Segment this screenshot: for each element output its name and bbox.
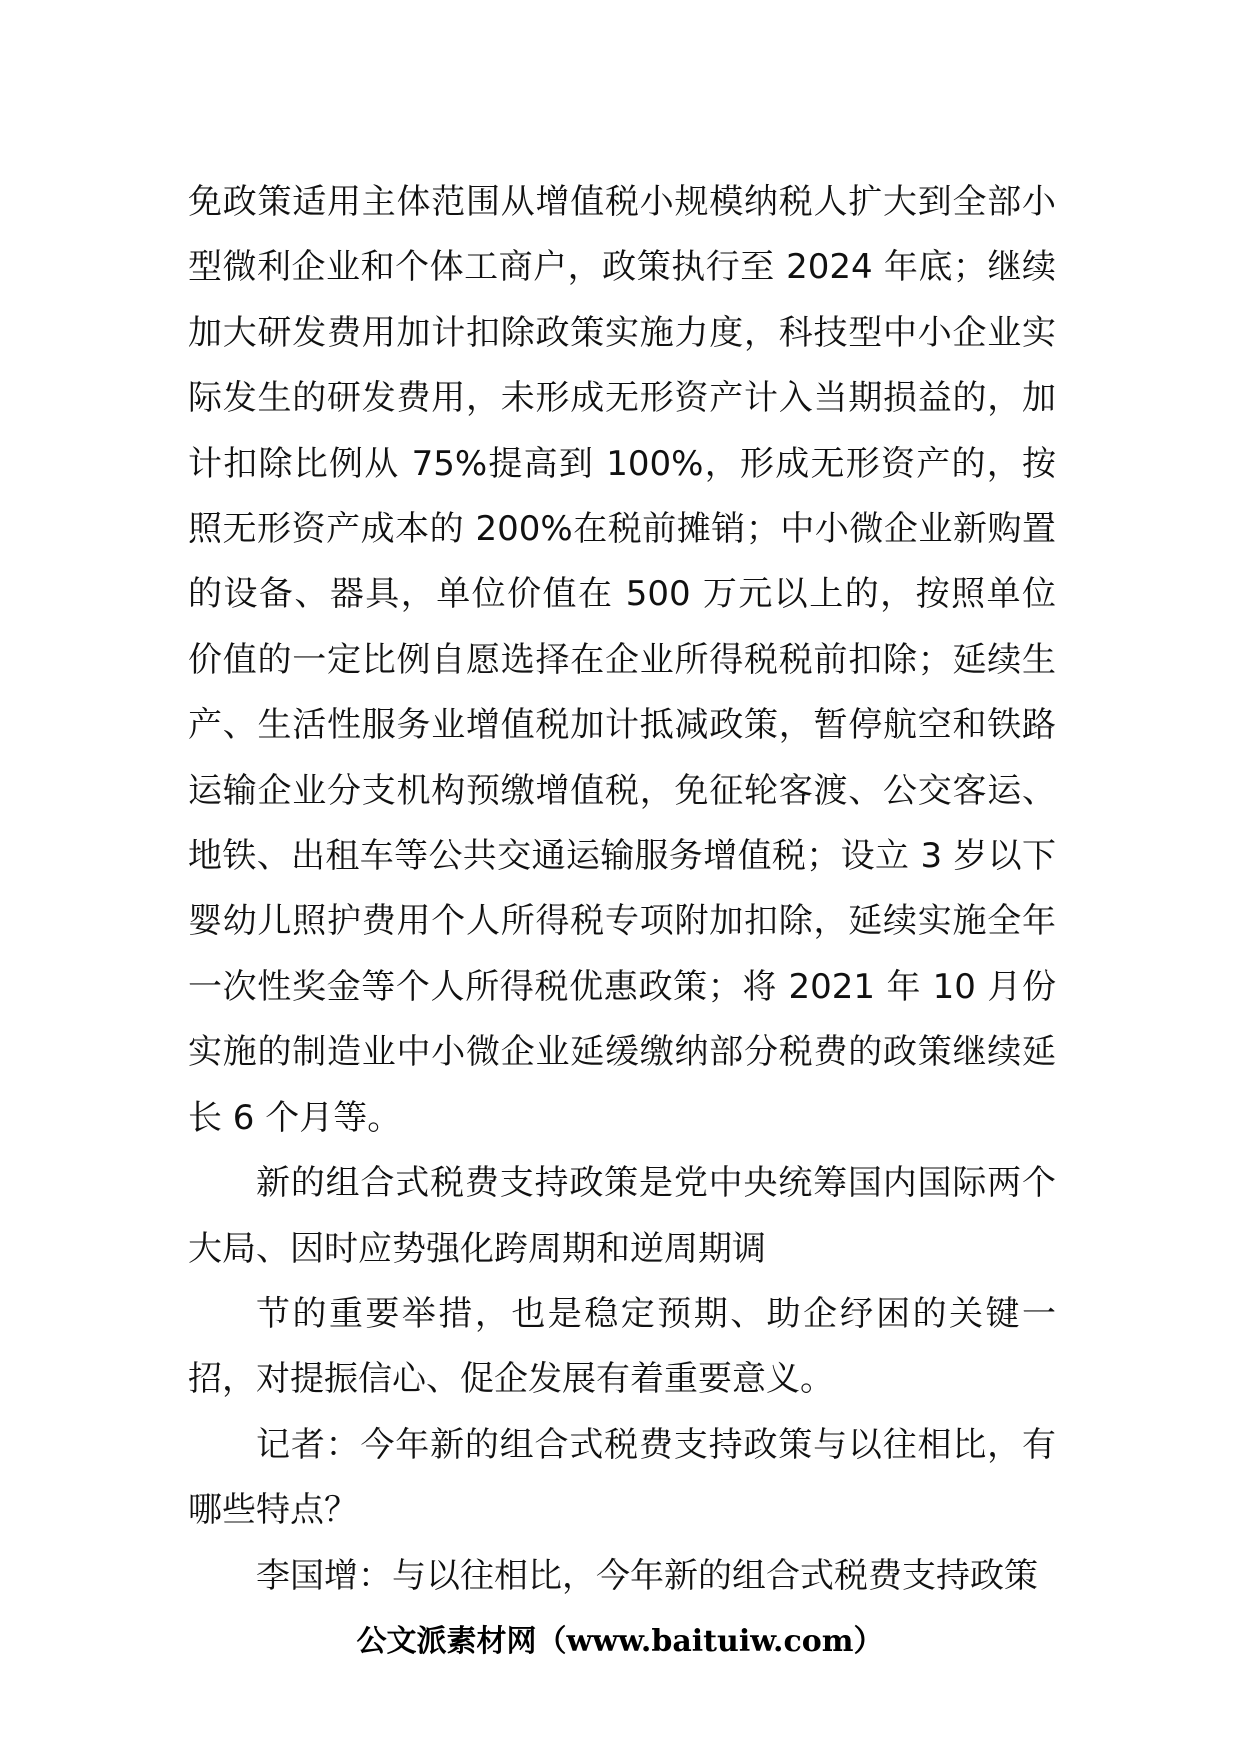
page-footer-watermark: 公文派素材网（www.baituiw.com） bbox=[356, 1624, 884, 1659]
document-body bbox=[188, 170, 1056, 1609]
paragraph-tax-measures: 免政策适用主体范围从增值税小规模纳税人扩大到全部小型微利企业和个体工商户，政策执行至 2024 年底；继续加大研发费用加计扣除政策实施力度，科技型中小企业实际发生的研发费用，未形成无形资产计入当期损益的，加计扣除比例从 75%提高到 100%，形成无形资产的，按照无形资产成本的 200%在税前摊销；中小微企业新购置的设备、器具，单位价值在 500 万元以上的，按照单位价值的一定比例自愿选择在企业所得税税前扣除；延续生产、生活性服务业增值税加计抵减政策，暂停航空和铁路运输企业分支机构预缴增值税，免征轮客渡、公交客运、地铁、出租车等公共交通运输服务增值税；设立 3 岁以下婴幼儿照护费用个人所得税专项附加扣除，延续实施全年一次性奖金等个人所得税优惠政策；将 2021 年 10 月份实施的制造业中小微企业延缓缴纳部分税费的政策继续延长 6 个月等。 bbox=[188, 182, 1056, 1138]
paragraph-policy-significance: 新的组合式税费支持政策是党中央统筹国内国际两个大局、因时应势强化跨周期和逆周期调 bbox=[188, 1163, 1056, 1269]
paragraph-policy-significance-cont: 节的重要举措，也是稳定预期、助企纾困的关键一招，对提振信心、促企发展有着重要意义。 bbox=[188, 1293, 1056, 1400]
paragraph-answer-start: 李国增：与以往相比，今年新的组合式税费支持政策 bbox=[256, 1555, 1038, 1596]
paragraph-reporter-question: 记者：今年新的组合式税费支持政策与以往相比，有哪些特点？ bbox=[188, 1424, 1056, 1531]
